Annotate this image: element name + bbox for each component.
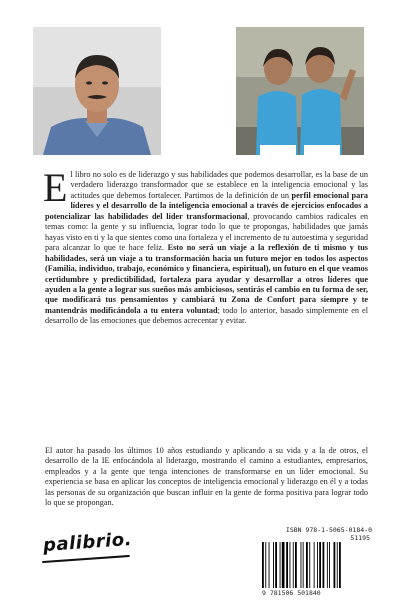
text-run: , provocando cambios radicales en temas como: la gente y su influencia, lograr todo lo que te propongas, habilidades que jamás hayas visto en ti y la que sientes como una fortaleza y el incremento de tu autoestima y seguridad para alcanzar lo que te hace feliz. [45, 211, 368, 253]
bold-run: perfil emocional para líderes y el desarrollo de la inteligencia emocional a través de ejercicios enfocados a potencializar las habilidades del líder transformacional [45, 190, 368, 221]
author-bio-paragraph [45, 446, 368, 509]
author-photo [33, 27, 161, 155]
drop-cap: E [43, 165, 68, 210]
text-run: ; todo lo anterior, basado simplemente en el desarrollo de las emociones que debemos acrecentar y evitar. [45, 305, 368, 326]
publisher-logo-underline [42, 555, 130, 563]
publisher-logo: palibrio. [42, 528, 133, 557]
barcode-bars [262, 542, 370, 588]
text-run: l libro no solo es de liderazgo y sus habilidades que podemos desarrollar, es la base de un verdadero liderazgo transformador que se establece en la inteligencia emocional y las actitudes que debemos fortalecer. Partimos de la definición de un [70, 170, 368, 200]
bold-run: Esto no será un viaje a la reflexión de ti mismo y tus habilidades, será un viaje a tu transformación hacia un futuro mejor en todos los aspectos (Familia, individuo, trabajo, económico y financiera, espiritual), un futuro en el que veamos certidumbre y predictibilidad, fortaleza para ayudar y desarrollar a otros líderes que ayuden a la gente a lograr sus sueños más ambiciosos, sentirás el cambio en tu forma de ser, que modificará tus pensamientos y cambiará tu Zona de Confort para siempre y te mantendrás modificándola a tu entera voluntad [45, 243, 369, 315]
author-bio-text: El autor ha pasado los últimos 10 años estudiando y aplicando a su vida y a la de otros, el desarrollo de la IE enfocándola al liderazgo, mostrando el camino a estudiantes, empresarios, empleados y a la gente que tenga intenciones de transformarse en un líder emocional. Su experiencia se basa en aplicar los conceptos de inteligencia emocional y liderazgo en él y a todas las personas de su organización que buscan influir en la gente de forma positiva para lograr todo lo que se propongan. [45, 446, 368, 508]
children-photo [236, 27, 364, 155]
isbn-label: ISBN 978-1-5065-0184-0 [285, 526, 372, 534]
isbn-barcode [258, 526, 374, 598]
description-text [43, 165, 369, 326]
barcode-digits: 9 781506 501840 [262, 589, 321, 597]
price-code: 51195 [350, 534, 370, 542]
description-paragraph-1 [43, 165, 369, 327]
